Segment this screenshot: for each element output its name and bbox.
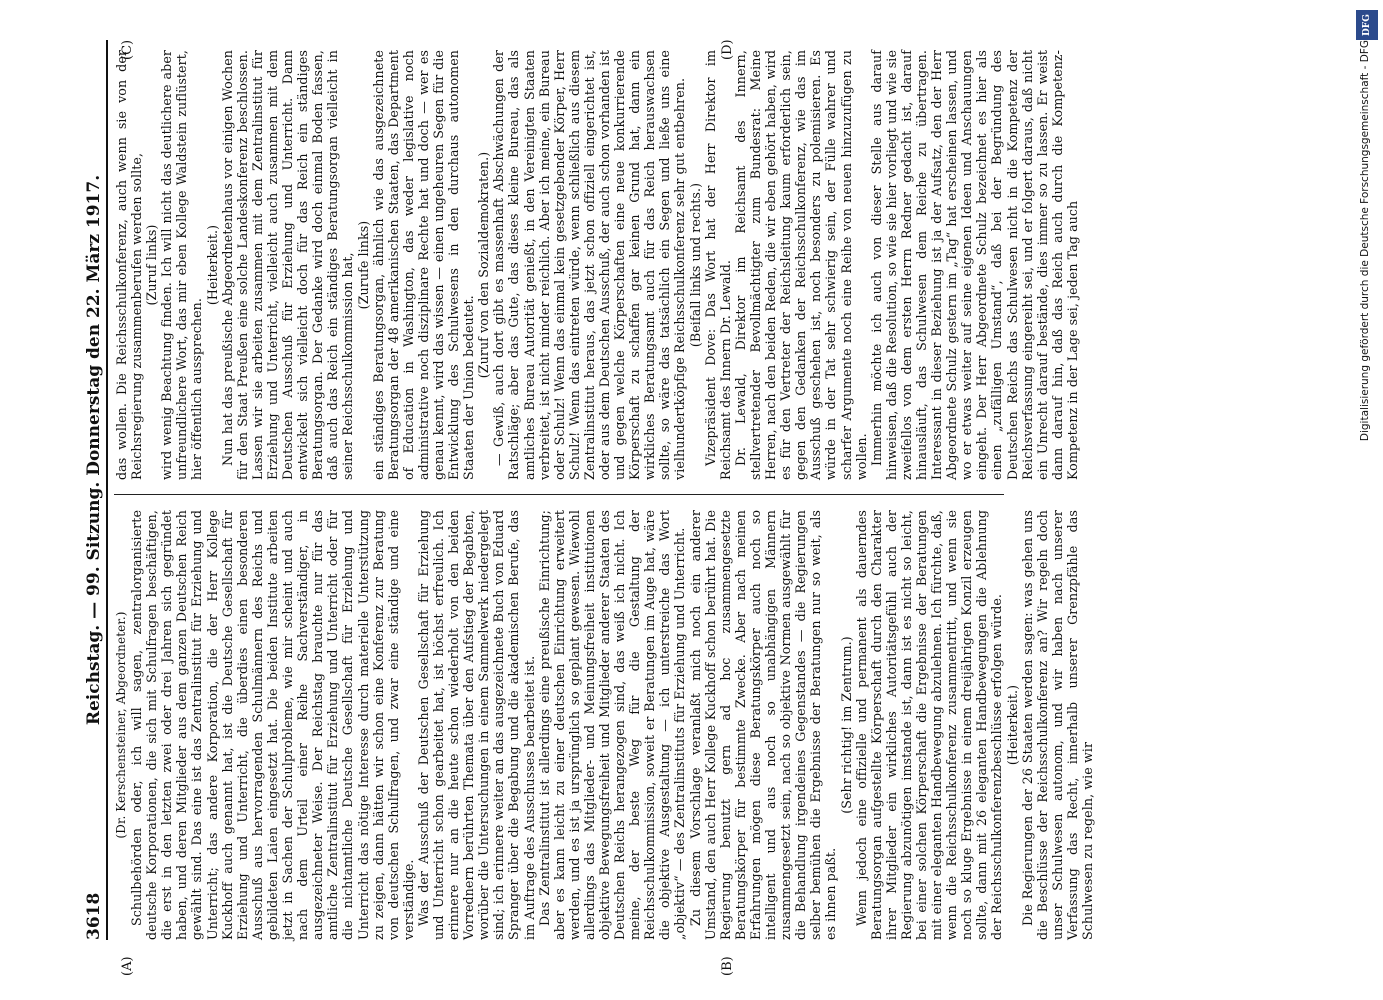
interjection: (Zurufe links) [355, 220, 371, 310]
paragraph: Schulbehörden oder, ich will sagen, zentralorganisierte deutsche Korporationen, die sich mit Schulfragen beschäftigen, die erst in den letzten zwei oder drei Jahren sich gegründet haben, und deren Mitglieder aus dem ganzen Deutschen Reich gewählt sind. Das eine ist das Zentralinstitut für Erziehung und Unterricht; das andere Korporation, die der Herr Kollege Kuckhoff auch genannt hat, ist die Deutsche Gesellschaft für Erziehung und Unterricht, die überdies einen besonderen Ausschuß aus hervorragenden Schulmännern des Reichs und gebildeten Laien eingesetzt hat. Die beiden Institute arbeiten jetzt in Sachen der Schulprobleme, wie mir scheint und auch nach dem Urteil einer Reihe Sachverständiger, in ausgezeichneter Weise. Der Reichstag brauchte nur für das amtliche Zentralinstitut für Erziehung und Unterricht oder für die nichtamtliche Deutsche Gesellschaft für Erziehung und Unterricht das nötige Interesse durch materielle Unterstützung zu zeigen, dann hätten wir schon eine Konferenz zur Beratung von deutschen Schulfragen, und zwar eine ständige und eine verständige. [129, 510, 416, 940]
header-rule [106, 40, 108, 940]
paragraph: Zu diesem Vorschlage veranlaßt mich noch ein anderer Umstand, den auch Herr Kollege Kuckhoff schon berührt hat. Die Regierung benutzt gern ad hoc zusammengesetzte Beratungskörper für bestimmte Zwecke. Aber nach meinen Erfahrungen mögen diese Beratungskörper auch noch so intelligent und aus noch so unabhängigen Männern zusammengesetzt sein, nach so objektive Normen ausgewählt für die Behandlung irgendeines Gegenstandes — die Regierungen selber bemühen die Ergebnisse der Beratungen nur so weit, als es ihnen paßt. [687, 510, 839, 940]
right-column [114, 50, 1080, 480]
paragraph: Wenn jedoch eine offizielle und permanent als dauerndes Beratungsorgan aufgestellte Körperschaft durch den Charakter ihrer Mitglieder ein wirkliches Autoritätsgefühl auch der Regierung abzunötigen imstande ist, dann ist es nicht so leicht, bei einer solchen Körperschaft die Ergebnisse der Beratungen mit einer eleganten Handbewegung abzulehnen. Ich fürchte, daß, wenn die Reichsschulkonferenz zusammentritt, und wenn sie noch so kluge Ergebnisse in einem dreijährigen Konzil erzeugen sollte, dann mit 26 eleganten Handbewegungen die Ablehnung der Reichsschulkonferenzbeschlüsse erfolgen würde. [853, 510, 1005, 940]
interjection: (Heiterkeit.) [204, 224, 220, 306]
margin-letter-c: (C) [120, 39, 135, 60]
paragraph: ein ständiges Beratungsorgan, ähnlich wie das ausgezeichnete Beratungsorgan der 48 amerikanischen Staaten, das Department of Education in Washington, das weder legislative noch administrative noch disziplinare Rechte hat und doch — wer es genau kennt, wird das wissen — einen ungeheuren Segen für die Entwicklung des Schulwesens in den durchaus autonomen Staaten der Union bedeutet. [370, 50, 477, 480]
page-number: 3618 [84, 892, 104, 940]
funding-sidebar [1352, 10, 1378, 990]
interjection: (Beifall links und rechts.) [687, 182, 703, 348]
funding-note: Digitalisierung gefördert durch die Deutsche Forschungsgemeinschaft - DFG [1359, 40, 1371, 442]
interjection: (Sehr richtig! im Zentrum.) [838, 636, 854, 814]
paragraph: Immerhin möchte ich auch von dieser Stelle aus darauf hinweisen, daß die Resolution, so wie sie hier vorliegt und wie sie zweifellos von dem ersten Herrn Redner gedacht ist, darauf hinausläuft, das Schulwesen dem Reiche zu übertragen. Interessant in dieser Beziehung ist ja der Aufsatz, den der Herr Abgeordnete Schulz gestern im „Tag“ hat erscheinen lassen, und wo er etwas weiter auf seine eigenen Ideen und Anschauungen eingeht. Der Herr Abgeordnete Schulz bezeichnet es hier als einen „zufälligen Umstand“, daß bei der Begründung des Deutschen Reichs das Schulwesen nicht in die Kompetenz der Reichsverfassung eingereiht sei, und er folgert daraus, daß nicht ein Unrecht darauf bestände, dies immer so zu lassen. Er weist dann darauf hin, daß das Reich auch durch die Kompetenz-Kompetenz in der Lage sei, jeden Tag auch [868, 50, 1080, 480]
margin-letter-a: (A) [120, 956, 135, 976]
rotated-page [70, 30, 1370, 980]
left-column [114, 510, 1095, 940]
interjection: (Zuruf von den Sozialdemokraten.) [476, 151, 492, 379]
speaker-note: (Dr. Kerschensteiner, Abgeordneter.) [114, 611, 128, 839]
dfg-logo: DFG [1356, 10, 1378, 40]
paragraph: — Gewiß, auch dort gibt es massenhaft Abschwächungen der Ratschläge; aber das Gute, das dieses kleine Bureau, das als amtliches Bureau Autorität genießt, in den Vereinigten Staaten verbreitet, ist nicht minder reichlich. Aber ich meine, ein Bureau oder Schulz! Wenn das einmal kein gesetzgebender Körper, Herr Schulz! Wenn das eintreten würde, wenn schließlich aus diesem Zentralinstitut heraus, das jetzt schon offiziell eingerichtet ist, oder aus dem Deutschen Ausschuß, der auch schon vorhanden ist und gegen welche Körperschaften eine neue konkurrierende Körperschaft zu schaffen gar keinen Grund hat, dann ein wirkliches Beratungsamt auch für das Reich herauswachsen sollte, so wäre das tatsächlich ein Segen und ließe uns eine vielhundertköpfige Reichsschulkonferenz sehr gut entbehren. [491, 50, 688, 480]
page-title: Reichstag. — 99. Sitzung. Donnerstag den 22. März 1917. [84, 174, 104, 726]
interjection: (Zuruf links) [144, 224, 160, 306]
paragraph: wird wenig Beachtung finden. Ich will nicht das deutlichere aber unfreundlichere Wort, das mir eben Kollege Waldstein zuflüstert, hier öffentlich aussprechen. [159, 50, 205, 480]
paragraph: Vizepräsident Dove: Das Wort hat der Herr Direktor im Reichsamt des Innern Dr. Lewald. [702, 50, 733, 480]
page-header [70, 40, 104, 940]
paragraph: Was der Ausschuß der Deutschen Gesellschaft für Erziehung und Unterricht schon gearbeitet hat, ist höchst erfreulich. Ich erinnere nur an die heute schon wiederholt von den beiden Vorrednern berührten Themata über den Aufstieg der Begabten, worüber die Untersuchungen in einem Sammelwerk niedergelegt sind; ich erinnere weiter an das ausgezeichnete Buch von Eduard Spranger über die Begabung und die akademischen Berufe, das im Auftrage des Ausschusses bearbeitet ist. [415, 510, 537, 940]
paragraph: Die Regierungen der 26 Staaten werden sagen: was gehen uns die Beschlüsse der Reichsschulkonferenz an? Wir regeln doch unser Schulwesen autonom, und wir haben nach unserer Verfassung das Recht, innerhalb unserer Grenzpfähle das Schulwesen zu regeln, wie wir [1019, 510, 1095, 940]
paragraph: Nun hat das preußische Abgeordnetenhaus vor einigen Wochen für den Staat Preußen eine solche Landeskonferenz beschlossen. Lassen wir sie arbeiten zusammen mit dem Zentralinstitut für Erziehung und Unterricht, vielleicht auch zusammen mit dem Deutschen Ausschuß für Erziehung und Unterricht. Dann entwickelt sich vielleicht doch für das Reich ein ständiges Beratungsorgan. Der Gedanke wird doch einmal Boden fassen, daß auch das Reich ein ständiges Beratungsorgan vielleicht in seiner Reichsschulkommission hat, [219, 50, 356, 480]
paragraph: das wollen. Die Reichsschulkonferenz, auch wenn sie von der Reichsregierung zusammenberufen werden sollte, [114, 50, 145, 480]
interjection: (Heiterkeit.) [1004, 684, 1020, 766]
paragraph: Das Zentralinstitut ist allerdings eine preußische Einrichtung; aber es kann leicht zu einer deutschen Einrichtung erweitert werden, und es ist ja ursprünglich so geplant gewesen. Wiewohl allerdings das Mitglieder- und Meinungsfreiheit institutionen objektive Bewegungsfreiheit und Mitglieder anderer Staaten des Deutschen Reichs herangezogen sind, das weiß ich nicht. Ich meine, der beste Weg für die Gestaltung der Reichsschulkommission, soweit er Beratungen im Auge hat, wäre die objektive Ausgestaltung — ich unterstreiche das Wort „objektiv“ — des Zentralinstituts für Erziehung und Unterricht. [536, 510, 688, 940]
margin-letter-d: (D) [720, 39, 735, 60]
column-divider [114, 494, 1004, 495]
margin-letter-b: (B) [720, 956, 735, 976]
paragraph: Dr. Lewald, Direktor im Reichsamt des Innern, stellvertretender Bevollmächtigter zum Bundesrat: Meine Herren, nach den beiden Reden, die wir eben gehört haben, wird es für den Vertreter der Reichsleitung kaum erforderlich sein, gegen den Gedanken der Reichsschulkonferenz, wie das im Ausschuß geschehen ist, noch besonders zu polemisieren. Es würde in der Tat sehr schwierig sein, der Fülle wahrer und scharfer Argumente noch eine Reihe von neuen hinzuzufügen zu wollen. [732, 50, 869, 480]
